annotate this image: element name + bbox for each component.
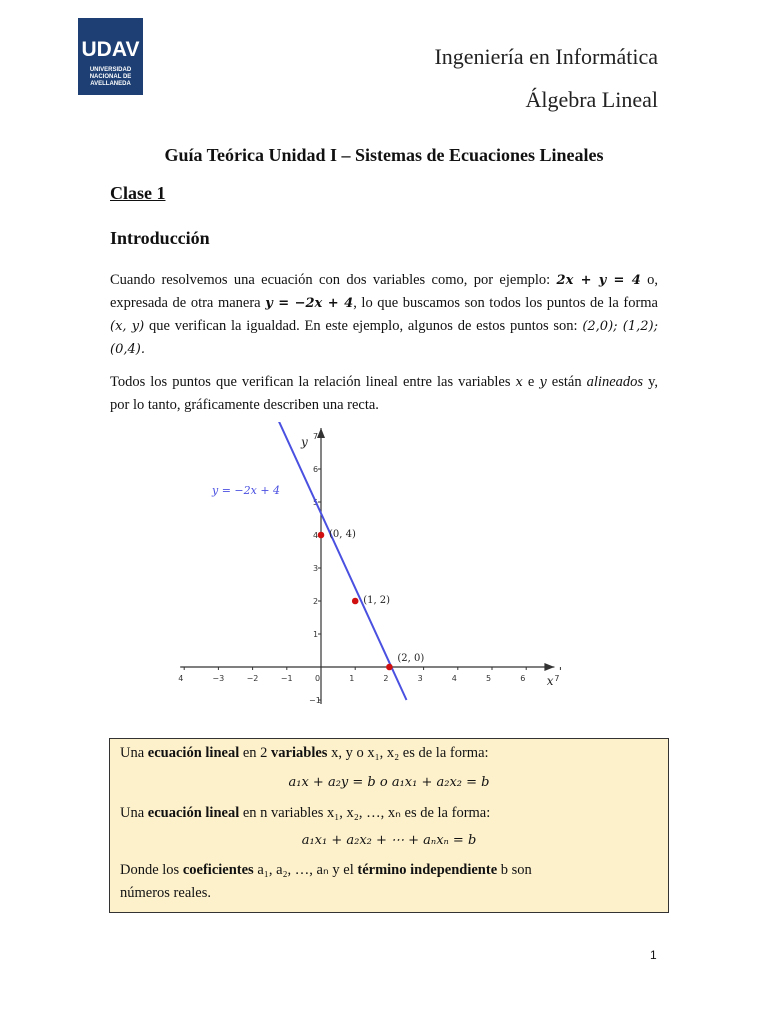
y-tick-label: −1	[309, 696, 321, 705]
document-title: Guía Teórica Unidad I – Sistemas de Ecuaciones Lineales	[164, 145, 604, 165]
equation-y-minus-2x: y = −2x + 4	[265, 296, 354, 311]
header-course: Álgebra Lineal	[525, 87, 658, 112]
y-tick-label: 4	[313, 531, 319, 540]
y-axis-label: y	[301, 434, 308, 449]
definition-line-4: números reales.	[120, 885, 211, 901]
line-plot	[176, 422, 586, 707]
definition-equation-1: a₁x + a₂y = b o a₁x₁ + a₂x₂ = b	[288, 775, 490, 790]
definition-box	[109, 738, 669, 913]
x-tick-label: 6	[520, 674, 526, 683]
x-tick-label: −3	[212, 674, 225, 683]
equation-2x-y-4: 2x + y = 4	[556, 273, 641, 288]
definition-line-1: Una ecuación lineal en 2 variables x, y o x₁, x₂ es de la forma:	[120, 745, 489, 761]
x-tick-label: 1	[349, 674, 355, 683]
y-tick-label: 1	[313, 630, 319, 639]
x-tick-label: 4	[178, 674, 184, 683]
y-tick-label: 5	[313, 498, 319, 507]
x-axis-arrow	[544, 663, 554, 671]
series-line	[277, 422, 407, 700]
header-career: Ingeniería en Informática	[434, 44, 658, 69]
definition-equation-2: a₁x₁ + a₂x₂ + ⋯ + aₙxₙ = b	[301, 833, 477, 848]
section-heading: Introducción	[110, 228, 210, 248]
point-label: (2, 0)	[397, 653, 425, 664]
x-tick-label: 5	[486, 674, 492, 683]
y-tick-label: 7	[313, 432, 319, 441]
intro-paragraph: Cuando resolvemos una ecuación con dos variables como, por ejemplo: 2x + y = 4 o, expresada de otra manera y = −2x + 4, lo que buscamos son todos los puntos de la forma (x, y) que verifican la igualdad. En este ejemplo, algunos de estos puntos son: (2,0); (1,2); (0,4).	[110, 272, 658, 357]
page-number: 1	[650, 948, 657, 962]
data-point	[386, 664, 393, 671]
x-tick-label: 7	[554, 674, 560, 683]
udav-logo	[78, 18, 143, 95]
y-tick-label: 2	[313, 597, 319, 606]
logo-sub2: NACIONAL DE	[89, 74, 132, 80]
logo-sub1: UNIVERSIDAD	[89, 67, 132, 73]
x-tick-label: 0	[315, 674, 321, 683]
x-tick-label: 3	[417, 674, 423, 683]
y-tick-label: 3	[313, 564, 319, 573]
series-label: y = −2x + 4	[212, 484, 281, 497]
x-tick-label: −1	[280, 674, 293, 683]
data-point	[352, 598, 359, 605]
x-axis-label: x	[546, 674, 554, 688]
point-label: (0, 4)	[329, 529, 356, 540]
definition-line-2: Una ecuación lineal en n variables x₁, x₂, …, xₙ es de la forma:	[120, 805, 491, 821]
alignment-paragraph: Todos los puntos que verifican la relación lineal entre las variables x e y están alineados y, por lo tanto, gráficamente describen una recta.	[110, 374, 659, 413]
class-heading: Clase 1	[110, 183, 166, 203]
x-tick-label: 2	[383, 674, 389, 683]
point-label: (1, 2)	[363, 595, 391, 606]
x-tick-label: 4	[451, 674, 457, 683]
x-tick-label: −2	[246, 674, 259, 683]
example-points: (2,0); (1,2); (0,4).	[110, 319, 658, 357]
logo-sub3: AVELLANEDA	[90, 81, 131, 87]
y-tick-label: 6	[313, 465, 319, 474]
logo-text: UDAV	[81, 38, 140, 61]
data-point	[318, 532, 325, 539]
definition-line-3: Donde los coeficientes a₁, a₂, …, aₙ y el término independiente b son	[120, 862, 532, 878]
